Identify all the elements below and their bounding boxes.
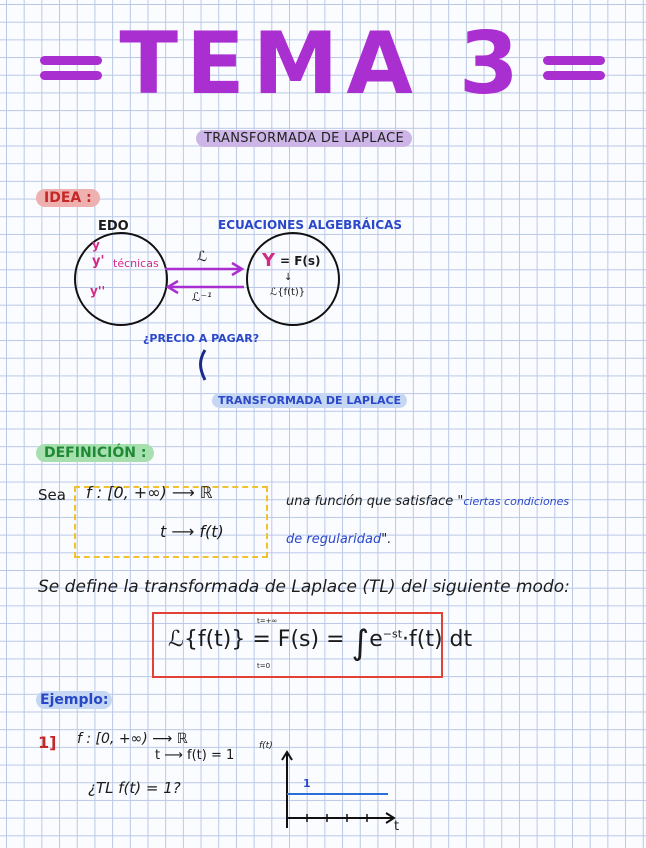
brace-arrow-icon [195, 348, 215, 384]
laplace-f-label: ℒ{f(t)} [270, 287, 306, 298]
title-bar-right-bottom [543, 71, 605, 80]
description-text-a: una función que satisface " [286, 494, 464, 509]
formula-exponent: −st [382, 627, 403, 641]
integral-lower-limit: t=0 [257, 662, 271, 670]
description-line-1 [286, 494, 569, 509]
constant-function-graph [276, 750, 401, 832]
title-bar-right-top [543, 56, 605, 65]
regularidad-text: de regularidad [286, 532, 382, 547]
integral-upper-limit: t=+∞ [257, 617, 278, 625]
example-question: ¿TL f(t) = 1? [88, 779, 181, 797]
example-line-1: f : [0, +∞) ⟶ ℝ [77, 731, 188, 747]
idea-heading: IDEA : [36, 189, 100, 207]
page-title: TEMA 3 [119, 14, 527, 114]
down-arrow-icon: ↓ [284, 272, 293, 283]
graph-x-label: t [394, 819, 400, 834]
description-line-2 [286, 532, 391, 547]
mapping-line-1: f : [0, +∞) ⟶ ℝ [86, 483, 213, 502]
ejemplo-heading: Ejemplo: [36, 691, 112, 709]
integral-sign: ∫ [351, 623, 370, 663]
graph-y-label: f(t) [259, 741, 273, 751]
laplace-formula [168, 623, 472, 663]
y-double-prime-label: y'' [90, 284, 106, 298]
title-bar-left-bottom [40, 71, 102, 80]
edo-label: EDO [98, 219, 129, 234]
definicion-heading: DEFINICIÓN : [36, 444, 154, 462]
formula-rest: ·f(t) dt [402, 627, 473, 652]
ecuaciones-label: ECUACIONES ALGEBRÁICAS [218, 218, 403, 232]
sea-label: Sea [38, 486, 66, 504]
closing-quote: ". [381, 532, 392, 547]
algebraic-circle [246, 232, 340, 326]
inverse-laplace-label: ℒ⁻¹ [192, 290, 212, 304]
y-prime-label: y' [92, 254, 105, 269]
formula-left: ℒ{f(t)} = F(s) = [168, 627, 352, 652]
title-bar-left-top [40, 56, 102, 65]
fs-label: = F(s) [280, 254, 321, 268]
capital-y-label: Y [262, 250, 276, 271]
transformada-label: TRANSFORMADA DE LAPLACE [212, 393, 407, 408]
precio-label: ¿PRECIO A PAGAR? [143, 332, 260, 345]
example-number: 1] [38, 733, 57, 752]
definition-sentence: Se define la transformada de Laplace (TL) del siguiente modo: [38, 577, 570, 597]
formula-exp-base: e [369, 627, 383, 652]
tecnicas-label: técnicas [113, 257, 159, 270]
subtitle: TRANSFORMADA DE LAPLACE [196, 130, 412, 147]
mapping-line-2: t ⟶ f(t) [160, 522, 224, 541]
description-text-b: ciertas condiciones [463, 495, 570, 508]
laplace-symbol-label: ℒ [197, 249, 208, 265]
graph-value-label: 1 [303, 777, 311, 790]
y-label: y [92, 238, 100, 252]
example-line-2: t ⟶ f(t) = 1 [155, 748, 235, 763]
edo-circle [74, 232, 168, 326]
